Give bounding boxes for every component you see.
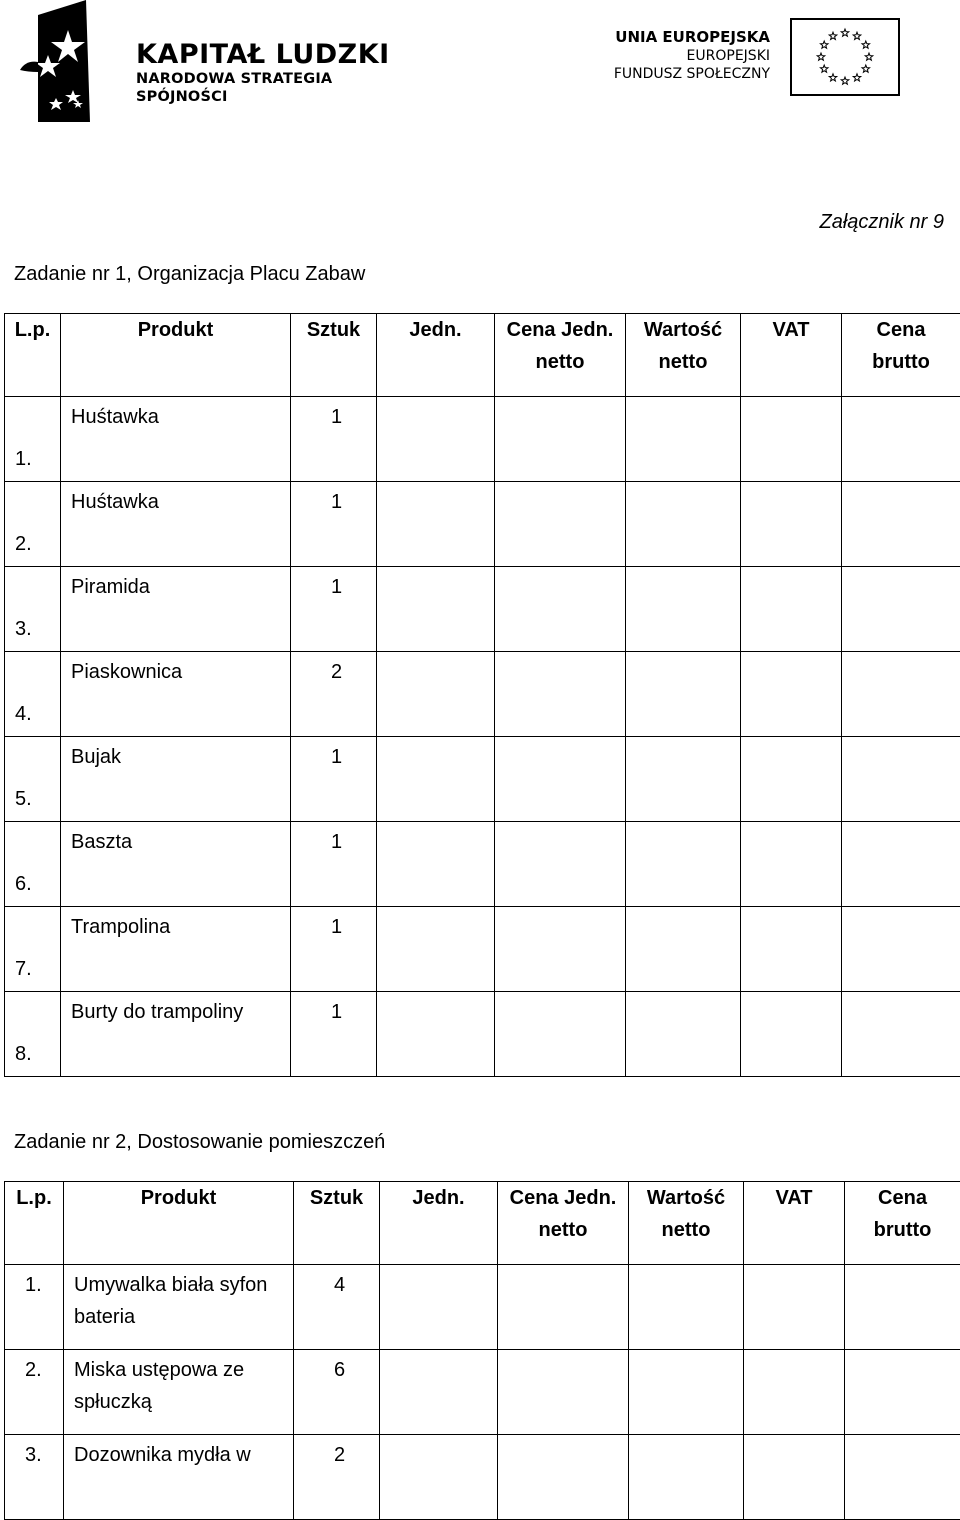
row-lp: 2.: [5, 1350, 64, 1435]
row-gross-price[interactable]: [842, 992, 960, 1077]
col-product: Produkt: [61, 314, 291, 397]
kapital-ludzki-logo: [18, 0, 398, 125]
col-unit-price: Cena Jedn. netto: [495, 314, 626, 397]
table-row: [5, 992, 960, 1077]
row-product: Miska ustępowa ze spłuczką: [64, 1350, 294, 1435]
row-product: Piaskownica: [61, 652, 291, 737]
row-product: Piramida: [61, 567, 291, 652]
row-qty: 1: [291, 992, 377, 1077]
annex-label: Załącznik nr 9: [820, 211, 945, 234]
col-lp: L.p.: [5, 1182, 64, 1265]
row-qty: 1: [291, 482, 377, 567]
row-gross-price[interactable]: [842, 907, 960, 992]
row-product: Umywalka biała syfon bateria: [64, 1265, 294, 1350]
table-row: [5, 822, 960, 907]
eu-star-icon: [862, 65, 870, 72]
kapital-ludzki-emblem-icon: [18, 0, 118, 125]
row-qty: 6: [294, 1350, 380, 1435]
eu-flag-icon: [790, 18, 900, 96]
col-qty: Sztuk: [294, 1182, 380, 1265]
row-vat[interactable]: [741, 567, 842, 652]
col-gross-price: Cena brutto: [842, 314, 960, 397]
row-vat[interactable]: [744, 1350, 845, 1435]
table-row: [5, 1265, 960, 1350]
row-unit-price[interactable]: [495, 992, 626, 1077]
row-vat[interactable]: [744, 1265, 845, 1350]
row-lp: 6.: [5, 822, 61, 907]
row-lp: 2.: [5, 482, 61, 567]
col-net-value: Wartość netto: [626, 314, 741, 397]
col-product: Produkt: [64, 1182, 294, 1265]
row-qty: 1: [291, 397, 377, 482]
row-gross-price[interactable]: [845, 1435, 960, 1520]
row-net-value[interactable]: [629, 1265, 744, 1350]
row-vat[interactable]: [741, 822, 842, 907]
row-net-value[interactable]: [626, 992, 741, 1077]
col-vat: VAT: [741, 314, 842, 397]
row-gross-price[interactable]: [842, 567, 960, 652]
col-unit-price: Cena Jedn. netto: [498, 1182, 629, 1265]
row-vat[interactable]: [741, 737, 842, 822]
table-row: [5, 907, 960, 992]
row-net-value[interactable]: [629, 1435, 744, 1520]
row-lp: 3.: [5, 1435, 64, 1520]
table-row: [5, 1350, 960, 1435]
table-row: [5, 1435, 960, 1520]
eu-star-icon: [853, 32, 861, 39]
row-unit[interactable]: [377, 567, 495, 652]
row-net-value[interactable]: [626, 737, 741, 822]
table-row: [5, 567, 960, 652]
row-vat[interactable]: [741, 992, 842, 1077]
row-lp: 8.: [5, 992, 61, 1077]
row-lp: 3.: [5, 567, 61, 652]
task1-title: Zadanie nr 1, Organizacja Placu Zabaw: [14, 263, 365, 286]
row-net-value[interactable]: [626, 567, 741, 652]
row-product: Trampolina: [61, 907, 291, 992]
task1-table: [4, 313, 960, 1077]
row-unit[interactable]: [377, 482, 495, 567]
row-net-value[interactable]: [629, 1350, 744, 1435]
row-net-value[interactable]: [626, 482, 741, 567]
eu-line-2: EUROPEJSKI: [614, 47, 770, 65]
row-unit[interactable]: [377, 822, 495, 907]
row-unit-price[interactable]: [498, 1435, 629, 1520]
eu-fund-logo: [610, 18, 900, 98]
eu-star-icon: [829, 32, 837, 39]
row-vat[interactable]: [741, 397, 842, 482]
task2-title: Zadanie nr 2, Dostosowanie pomieszczeń: [14, 1131, 385, 1154]
row-product: Huśtawka: [61, 397, 291, 482]
eu-star-icon: [862, 41, 870, 48]
eu-star-icon: [841, 29, 849, 36]
table-row: [5, 482, 960, 567]
row-unit-price[interactable]: [495, 907, 626, 992]
row-net-value[interactable]: [626, 822, 741, 907]
eu-star-icon: [841, 77, 849, 84]
row-vat[interactable]: [744, 1435, 845, 1520]
row-lp: 1.: [5, 1265, 64, 1350]
row-unit-price[interactable]: [495, 652, 626, 737]
row-lp: 4.: [5, 652, 61, 737]
col-vat: VAT: [744, 1182, 845, 1265]
row-gross-price[interactable]: [845, 1350, 960, 1435]
table-row: [5, 652, 960, 737]
row-gross-price[interactable]: [842, 482, 960, 567]
row-product: Huśtawka: [61, 482, 291, 567]
col-lp: L.p.: [5, 314, 61, 397]
kapital-ludzki-subtitle: NARODOWA STRATEGIA SPÓJNOŚCI: [136, 70, 398, 106]
eu-star-icon: [817, 53, 825, 60]
row-unit-price[interactable]: [495, 822, 626, 907]
row-qty: 2: [294, 1435, 380, 1520]
eu-star-icon: [820, 41, 828, 48]
row-unit[interactable]: [380, 1435, 498, 1520]
row-product: Baszta: [61, 822, 291, 907]
col-qty: Sztuk: [291, 314, 377, 397]
eu-star-icon: [865, 53, 873, 60]
row-qty: 1: [291, 737, 377, 822]
row-qty: 2: [291, 652, 377, 737]
table-row: [5, 737, 960, 822]
row-vat[interactable]: [741, 907, 842, 992]
row-gross-price[interactable]: [842, 397, 960, 482]
row-qty: 1: [291, 907, 377, 992]
row-unit-price[interactable]: [495, 567, 626, 652]
task2-table: [4, 1181, 960, 1520]
row-unit[interactable]: [380, 1350, 498, 1435]
row-product: Bujak: [61, 737, 291, 822]
row-lp: 1.: [5, 397, 61, 482]
row-unit[interactable]: [377, 992, 495, 1077]
row-gross-price[interactable]: [842, 652, 960, 737]
row-unit[interactable]: [377, 737, 495, 822]
eu-star-icon: [820, 65, 828, 72]
row-unit-price[interactable]: [495, 737, 626, 822]
row-unit[interactable]: [377, 652, 495, 737]
eu-title: UNIA EUROPEJSKA: [614, 28, 770, 47]
row-vat[interactable]: [741, 652, 842, 737]
row-net-value[interactable]: [626, 907, 741, 992]
col-unit: Jedn.: [380, 1182, 498, 1265]
task1-header-row: [5, 314, 960, 397]
row-net-value[interactable]: [626, 652, 741, 737]
row-product: Burty do trampoliny: [61, 992, 291, 1077]
col-unit: Jedn.: [377, 314, 495, 397]
row-gross-price[interactable]: [842, 822, 960, 907]
row-lp: 7.: [5, 907, 61, 992]
row-product: Dozownika mydła w: [64, 1435, 294, 1520]
eu-star-icon: [829, 74, 837, 81]
row-lp: 5.: [5, 737, 61, 822]
kapital-ludzki-title: KAPITAŁ LUDZKI: [136, 40, 398, 70]
row-gross-price[interactable]: [842, 737, 960, 822]
row-qty: 1: [291, 822, 377, 907]
row-unit[interactable]: [377, 907, 495, 992]
row-vat[interactable]: [741, 482, 842, 567]
eu-line-3: FUNDUSZ SPOŁECZNY: [614, 65, 770, 83]
row-unit[interactable]: [377, 397, 495, 482]
row-unit-price[interactable]: [495, 397, 626, 482]
table-row: [5, 397, 960, 482]
row-unit[interactable]: [380, 1265, 498, 1350]
row-qty: 4: [294, 1265, 380, 1350]
row-qty: 1: [291, 567, 377, 652]
col-net-value: Wartość netto: [629, 1182, 744, 1265]
task2-header-row: [5, 1182, 960, 1265]
row-unit-price[interactable]: [498, 1350, 629, 1435]
eu-star-icon: [853, 74, 861, 81]
row-unit-price[interactable]: [495, 482, 626, 567]
row-unit-price[interactable]: [498, 1265, 629, 1350]
row-gross-price[interactable]: [845, 1265, 960, 1350]
col-gross-price: Cena brutto: [845, 1182, 960, 1265]
row-net-value[interactable]: [626, 397, 741, 482]
